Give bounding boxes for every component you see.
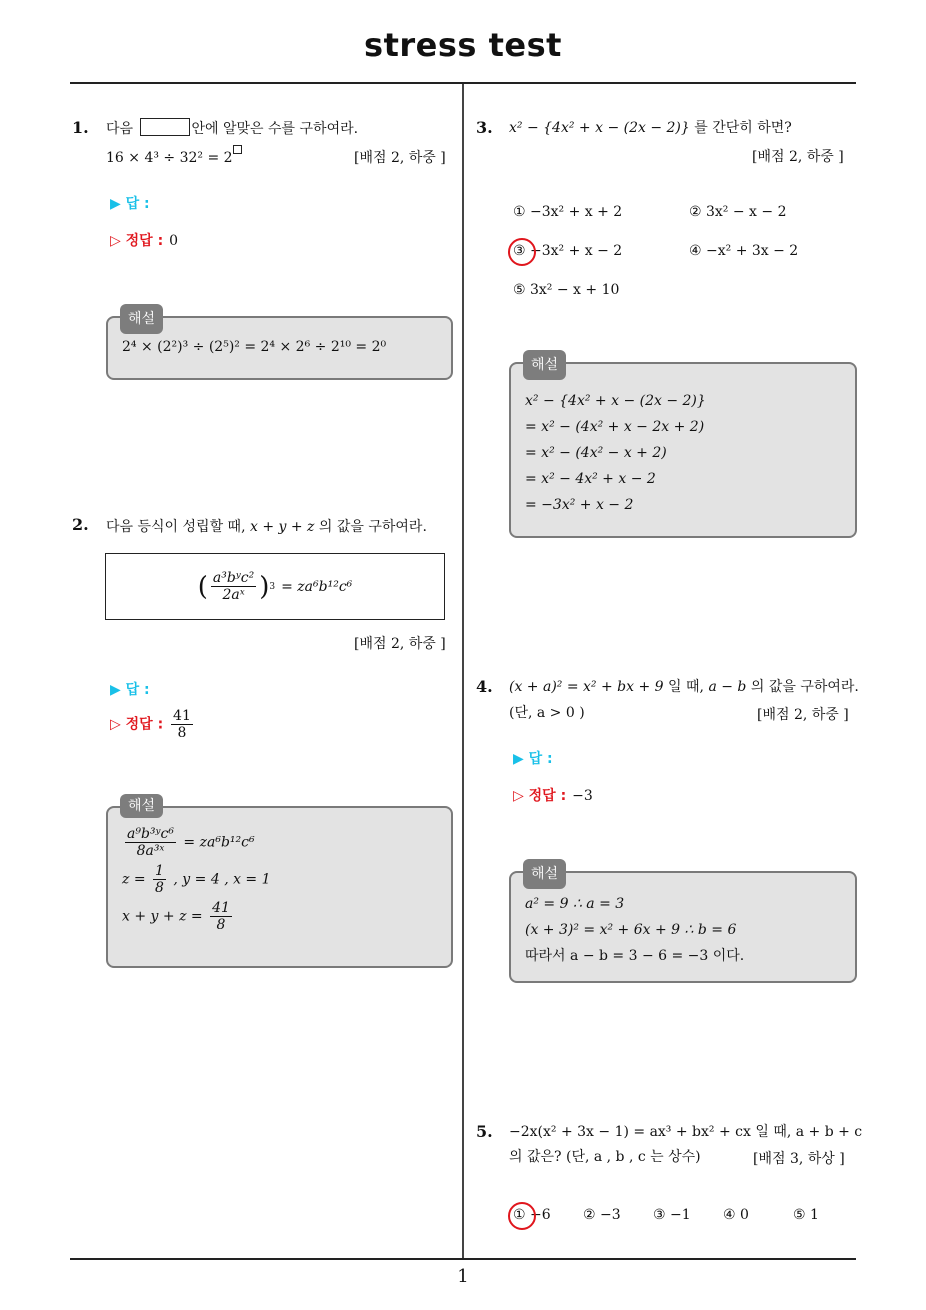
solution-line: = x² − 4x² + x − 2 — [525, 471, 656, 487]
question-5-line-1: −2x(x² + 3x − 1) = ax³ + bx² + cx 일 때, a + b + c — [509, 1124, 863, 1140]
q4-text-mid: 일 때, — [668, 679, 704, 695]
question-1-correct-answer — [110, 230, 178, 250]
question-3-choice-2[interactable]: ② 3x² − x − 2 — [689, 204, 787, 220]
question-4-answer-label: ▶ 답 : — [513, 751, 553, 767]
question-5-score: [배점 3, 하상 ] — [753, 1151, 845, 1167]
solution-line — [122, 863, 437, 896]
question-5-choice-4[interactable]: ④ 0 — [723, 1207, 749, 1223]
q4-text-post: 의 값을 구하여라. — [750, 679, 859, 695]
question-2-score: [배점 2, 하중 ] — [354, 636, 446, 652]
question-3-number: 3. — [476, 118, 493, 137]
solution-tag: 해설 — [120, 304, 163, 334]
solution-line: x² − {4x² + x − (2x − 2)} — [525, 393, 706, 409]
question-3-score: [배점 2, 하중 ] — [752, 149, 844, 165]
correct-label: ▷ 정답 : — [110, 716, 164, 733]
eq-rhs: = za⁶b¹²c⁶ — [281, 578, 353, 595]
q3-text-post: 를 간단히 하면? — [694, 120, 792, 136]
solution-line: = x² − (4x² − x + 2) — [525, 445, 667, 461]
question-2-text — [106, 516, 427, 538]
selected-choice-circle — [508, 238, 536, 266]
solution-line — [122, 826, 437, 859]
sol2-denominator: 8 — [155, 880, 164, 896]
sol1-denominator: 8a³ˣ — [136, 843, 165, 859]
sol2-pre: z = — [122, 871, 146, 888]
correct-numerator: 41 — [173, 708, 191, 724]
solution-line: 2⁴ × (2²)³ ÷ (2⁵)² = 2⁴ × 2⁶ ÷ 2¹⁰ = 2⁰ — [122, 339, 387, 355]
question-3-solution-box — [509, 357, 857, 538]
eq-numerator: a³bʸc² — [212, 570, 255, 586]
question-1-score: [배점 2, 하중 ] — [354, 150, 446, 166]
question-1-answer-label: ▶ 답 : — [110, 196, 150, 212]
question-4-number: 4. — [476, 677, 493, 696]
sol1-numerator: a⁹b³ʸc⁶ — [127, 826, 174, 842]
eq-denominator: 2aˣ — [222, 587, 245, 603]
question-5-choice-2[interactable]: ② −3 — [583, 1207, 621, 1223]
question-1-expression — [106, 145, 242, 169]
question-5-number: 5. — [476, 1122, 493, 1141]
question-2-number: 2. — [72, 515, 89, 534]
answer-blank-box — [140, 118, 190, 136]
solution-line: (x + 3)² = x² + 6x + 9 ∴ b = 6 — [525, 922, 737, 938]
sol2-numerator: 1 — [155, 863, 164, 879]
question-2-correct-answer — [110, 708, 196, 741]
question-3-choice-4[interactable]: ④ −x² + 3x − 2 — [689, 243, 799, 259]
sol3-denominator: 8 — [216, 917, 226, 933]
question-2-answer-label: ▶ 답 : — [110, 682, 150, 698]
question-3-choice-5[interactable]: ⑤ 3x² − x + 10 — [513, 282, 620, 298]
sol3-numerator: 41 — [212, 900, 230, 916]
q2-text-pre: 다음 등식이 성립할 때, — [106, 519, 246, 535]
sol3-pre: x + y + z = — [122, 908, 203, 925]
q4-expr: (x + a)² = x² + bx + 9 — [509, 679, 664, 695]
q2-text-var: x + y + z — [249, 519, 315, 535]
question-4-score: [배점 2, 하중 ] — [757, 707, 849, 723]
question-2-equation-box: ( $\frac{\text{a³bʸc²}}{\text{2aˣ}}$ ) 3 = za⁶b¹²c⁶ — [105, 553, 445, 620]
question-4-correct-answer — [513, 785, 593, 805]
question-4-solution-box — [509, 866, 857, 983]
correct-denominator: 8 — [177, 725, 187, 741]
column-divider — [462, 84, 464, 1259]
q1-text-post: 안에 알맞은 수를 구하여라. — [191, 121, 359, 137]
page-title: stress test — [364, 26, 562, 64]
question-5-line-2: 의 값은? (단, a , b , c 는 상수) — [509, 1149, 701, 1165]
correct-value: 0 — [169, 233, 179, 249]
solution-tag: 해설 — [523, 859, 566, 889]
q2-text-post: 의 값을 구하여라. — [318, 519, 427, 535]
question-5-choice-1[interactable]: ① −6 — [513, 1207, 551, 1223]
correct-label: ▷ 정답 : — [513, 788, 567, 804]
question-4-text — [509, 676, 859, 698]
correct-label: ▷ 정답 : — [110, 233, 164, 249]
question-2-solution-box — [106, 798, 453, 968]
question-3-choice-1[interactable]: ① −3x² + x + 2 — [513, 204, 623, 220]
question-3-choice-3[interactable]: ③ −3x² + x − 2 — [513, 243, 623, 259]
exponent-blank-box — [233, 145, 242, 154]
question-1-solution-box — [106, 311, 453, 380]
sol1-rhs: = za⁶b¹²c⁶ — [183, 834, 255, 851]
sol2-post: , y = 4 , x = 1 — [173, 871, 271, 888]
question-1-number: 1. — [72, 118, 89, 137]
q1-text-pre: 다음 — [106, 121, 134, 137]
solution-tag: 해설 — [120, 794, 163, 818]
q4-var: a − b — [708, 679, 747, 695]
solution-line: = −3x² + x − 2 — [525, 497, 634, 513]
correct-value: −3 — [572, 788, 593, 804]
question-1-text — [106, 118, 358, 140]
selected-choice-circle — [508, 1202, 536, 1230]
q1-expr: 16 × 4³ ÷ 32² = 2 — [106, 150, 233, 166]
solution-line — [122, 900, 437, 933]
bottom-divider — [70, 1258, 856, 1260]
solution-line: a² = 9 ∴ a = 3 — [525, 896, 625, 912]
solution-tag: 해설 — [523, 350, 566, 380]
q3-expr: x² − {4x² + x − (2x − 2)} — [509, 120, 690, 136]
question-5-choice-5[interactable]: ⑤ 1 — [793, 1207, 819, 1223]
question-4-condition: (단, a > 0 ) — [509, 705, 585, 721]
page-number: 1 — [457, 1266, 469, 1287]
question-3-text — [509, 117, 792, 139]
question-5-choice-3[interactable]: ③ −1 — [653, 1207, 691, 1223]
solution-line: 따라서 a − b = 3 − 6 = −3 이다. — [525, 948, 745, 964]
solution-line: = x² − (4x² + x − 2x + 2) — [525, 419, 705, 435]
